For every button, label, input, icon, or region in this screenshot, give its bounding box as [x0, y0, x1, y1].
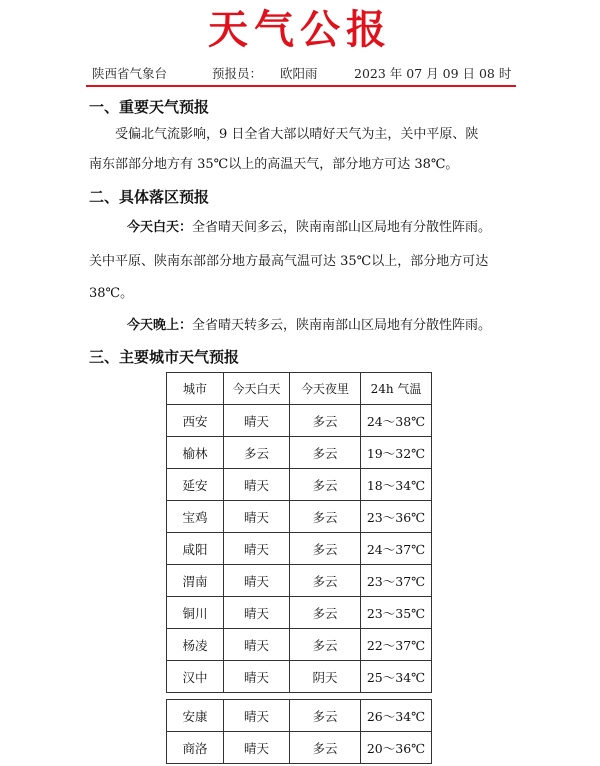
table-header-row [167, 373, 432, 405]
night-cell: 多云 [290, 405, 361, 437]
day-cell: 晴天 [224, 661, 290, 693]
table-row [167, 732, 432, 764]
day-cell: 晴天 [224, 533, 290, 565]
day-cell: 晴天 [224, 469, 290, 501]
column-header: 24h 气温 [361, 373, 432, 405]
daytime-line-3: 38℃。 [89, 286, 134, 301]
city-forecast-table-group-2 [166, 468, 432, 693]
temp-cell: 20～36℃ [361, 732, 432, 764]
page-title: 天气公报 [208, 7, 392, 53]
temp-cell: 19～32℃ [361, 437, 432, 469]
city-forecast-table [166, 372, 432, 469]
table-row [167, 437, 432, 469]
day-cell: 多云 [224, 437, 290, 469]
city-cell: 杨凌 [167, 629, 224, 661]
section-1-line-1: 受偏北气流影响，9 日全省大部以晴好天气为主，关中平原、陕 [115, 127, 479, 142]
temp-cell: 18～34℃ [361, 469, 432, 501]
section-heading-3: 三、主要城市天气预报 [89, 348, 240, 366]
column-header: 今天夜里 [290, 373, 361, 405]
forecaster-name: 欧阳雨 [280, 66, 318, 81]
night-cell: 多云 [290, 437, 361, 469]
day-cell: 晴天 [224, 405, 290, 437]
temp-cell: 23～37℃ [361, 565, 432, 597]
night-cell: 多云 [290, 565, 361, 597]
night-paragraph [89, 316, 557, 336]
night-label: 今天晚上： [127, 318, 193, 333]
column-header: 今天白天 [224, 373, 290, 405]
issue-datetime: 2023 年 07 月 09 日 08 时 [354, 66, 512, 81]
table-row [167, 700, 432, 732]
night-cell: 阴天 [290, 661, 361, 693]
daytime-line-2: 关中平原、陕南东部部分地方最高气温可达 35℃以上，部分地方可达 [89, 254, 489, 269]
city-cell: 宝鸡 [167, 501, 224, 533]
table-row [167, 469, 432, 501]
day-cell: 晴天 [224, 501, 290, 533]
daytime-paragraph [89, 218, 557, 238]
city-cell: 榆林 [167, 437, 224, 469]
header-meta [92, 64, 512, 84]
temp-cell: 24～38℃ [361, 405, 432, 437]
city-cell: 铜川 [167, 597, 224, 629]
night-cell: 多云 [290, 501, 361, 533]
city-cell: 渭南 [167, 565, 224, 597]
temp-cell: 23～35℃ [361, 597, 432, 629]
day-cell: 晴天 [224, 565, 290, 597]
night-cell: 多云 [290, 533, 361, 565]
city-cell: 西安 [167, 405, 224, 437]
day-cell: 晴天 [224, 629, 290, 661]
temp-cell: 23～36℃ [361, 501, 432, 533]
city-cell: 汉中 [167, 661, 224, 693]
temp-cell: 22～37℃ [361, 629, 432, 661]
table-row [167, 661, 432, 693]
city-cell: 安康 [167, 700, 224, 732]
table-row [167, 597, 432, 629]
table-row [167, 405, 432, 437]
city-forecast-table-group-3 [166, 699, 432, 764]
day-cell: 晴天 [224, 700, 290, 732]
city-cell: 延安 [167, 469, 224, 501]
section-heading-2: 二、具体落区预报 [89, 188, 210, 206]
night-cell: 多云 [290, 700, 361, 732]
city-cell: 咸阳 [167, 533, 224, 565]
temp-cell: 24～37℃ [361, 533, 432, 565]
temp-cell: 25～34℃ [361, 661, 432, 693]
day-cell: 晴天 [224, 597, 290, 629]
night-cell: 多云 [290, 469, 361, 501]
daytime-label: 今天白天： [127, 220, 193, 235]
header-rule [86, 85, 516, 87]
table-row [167, 565, 432, 597]
night-line-1: 全省晴天转多云，陕南南部山区局地有分散性阵雨。 [192, 318, 492, 333]
daytime-line-1: 全省晴天间多云，陕南南部山区局地有分散性阵雨。 [192, 220, 492, 235]
night-cell: 多云 [290, 597, 361, 629]
day-cell: 晴天 [224, 732, 290, 764]
table-row [167, 533, 432, 565]
section-1-line-2: 南东部部分地方有 35℃以上的高温天气，部分地方可达 38℃。 [89, 157, 459, 172]
night-cell: 多云 [290, 629, 361, 661]
temp-cell: 26～34℃ [361, 700, 432, 732]
section-heading-1: 一、重要天气预报 [89, 98, 210, 116]
column-header: 城市 [167, 373, 224, 405]
issuing-org: 陕西省气象台 [92, 66, 168, 81]
forecaster-label: 预报员： [212, 66, 263, 81]
city-cell: 商洛 [167, 732, 224, 764]
table-row [167, 501, 432, 533]
night-cell: 多云 [290, 732, 361, 764]
table-row [167, 629, 432, 661]
